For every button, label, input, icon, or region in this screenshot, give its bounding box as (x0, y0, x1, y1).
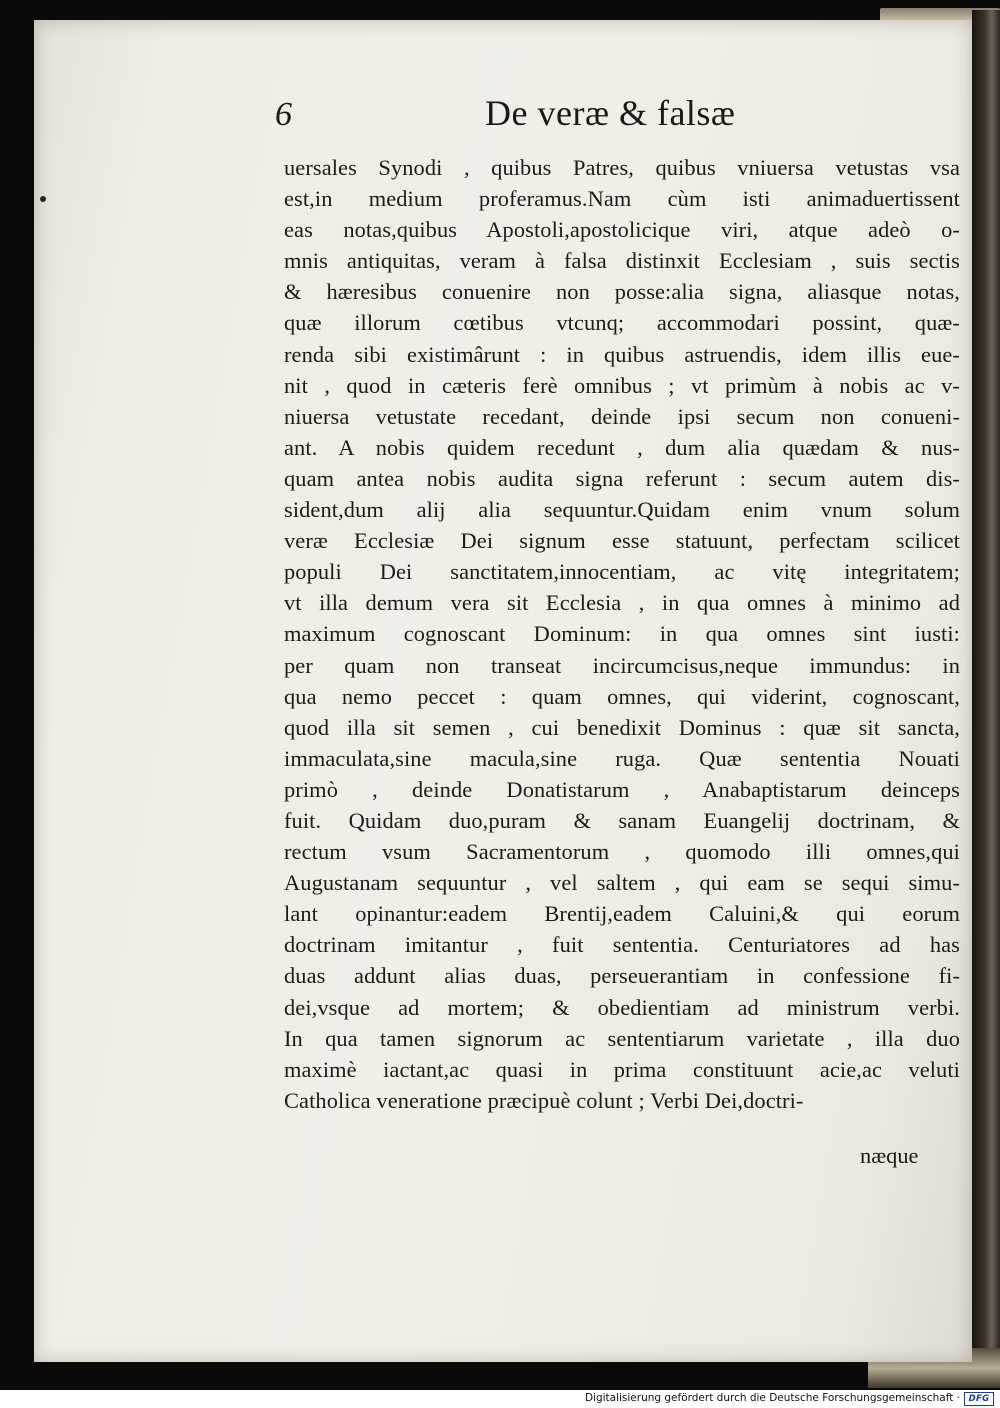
text-line: qua nemo peccet : quam omnes, qui viderint, cognoscant, (284, 683, 960, 709)
page-header (275, 92, 975, 142)
text-line: sident,dum alij alia sequuntur.Quidam enim vnum solum (284, 497, 960, 523)
text-line: duas addunt alias duas, perseuerantiam in confessione fi- (284, 963, 960, 989)
text-line: populi Dei sanctitatem,innocentiam, ac vitę integritatem; (284, 559, 960, 585)
text-line: niuersa vetustate recedant, deinde ipsi secum non conueni- (284, 403, 960, 429)
text-line: vt illa demum vera sit Ecclesia , in qua omnes à minimo ad (284, 590, 960, 616)
text-line: renda sibi existimârunt : in quibus astruendis, idem illis eue- (284, 341, 960, 367)
page-number: 6 (275, 96, 292, 133)
text-line: & hæresibus conuenire non posse:alia signa, aliasque notas, (284, 279, 960, 305)
text-line: primò , deinde Donatistarum , Anabaptistarum deinceps (284, 776, 960, 802)
margin-ink-mark (40, 196, 46, 202)
text-line: nit , quod in cæteris ferè omnibus ; vt primùm à nobis ac v- (284, 372, 960, 398)
body-text (284, 152, 960, 1116)
text-line: rectum vsum Sacramentorum , quomodo illi omnes,qui (284, 839, 960, 865)
book-edge-right (972, 10, 1000, 1382)
text-line: Catholica veneratione præcipuè colunt ; Verbi Dei,doctri- (284, 1087, 804, 1113)
text-line: ant. A nobis quidem recedunt , dum alia quædam & nus- (284, 434, 960, 460)
running-head: De veræ & falsæ (485, 93, 736, 133)
text-line: mnis antiquitas, veram à falsa distinxit Ecclesiam , suis sectis (284, 248, 960, 274)
text-line: doctrinam imitantur , fuit sententia. Centuriatores ad has (284, 932, 960, 958)
text-line: In qua tamen signorum ac sententiarum varietate , illa duo (284, 1025, 960, 1051)
text-line: dei,vsque ad mortem; & obedientiam ad ministrum verbi. (284, 994, 960, 1020)
text-line: lant opinantur:eadem Brentij,eadem Caluini,& qui eorum (284, 901, 960, 927)
text-line: quæ illorum cœtibus vtcunq; accommodari possint, quæ- (284, 310, 960, 336)
text-line: per quam non transeat incircumcisus,neque immundus: in (284, 652, 960, 678)
text-line: eas notas,quibus Apostoli,apostolicique viri, atque adeò o- (284, 217, 960, 243)
text-line: fuit. Quidam duo,puram & sanam Euangelij doctrinam, & (284, 807, 960, 833)
text-line: uersales Synodi , quibus Patres, quibus vniuersa vetustas vsa (284, 155, 960, 180)
text-line: veræ Ecclesiæ Dei signum esse statuunt, perfectam scilicet (284, 528, 960, 554)
catchword: næque (860, 1143, 919, 1168)
text-line: quod illa sit semen , cui benedixit Dominus : quæ sit sancta, (284, 714, 960, 740)
funding-credit: Digitalisierung gefördert durch die Deutsche Forschungsgemeinschaft · (584, 1392, 960, 1404)
text-line: immaculata,sine macula,sine ruga. Quæ sententia Nouati (284, 745, 960, 771)
text-line: maximè iactant,ac quasi in prima constituunt acie,ac veluti (284, 1056, 960, 1082)
text-line: maximum cognoscant Dominum: in qua omnes sint iusti: (284, 621, 960, 647)
dfg-logo[interactable]: DFG (964, 1392, 994, 1406)
text-line: est,in medium proferamus.Nam cùm isti animaduertissent (284, 186, 960, 212)
text-line: quam antea nobis audita signa referunt : secum autem dis- (284, 465, 960, 491)
text-line: Augustanam sequuntur , vel saltem , qui eam se sequi simu- (284, 870, 960, 896)
